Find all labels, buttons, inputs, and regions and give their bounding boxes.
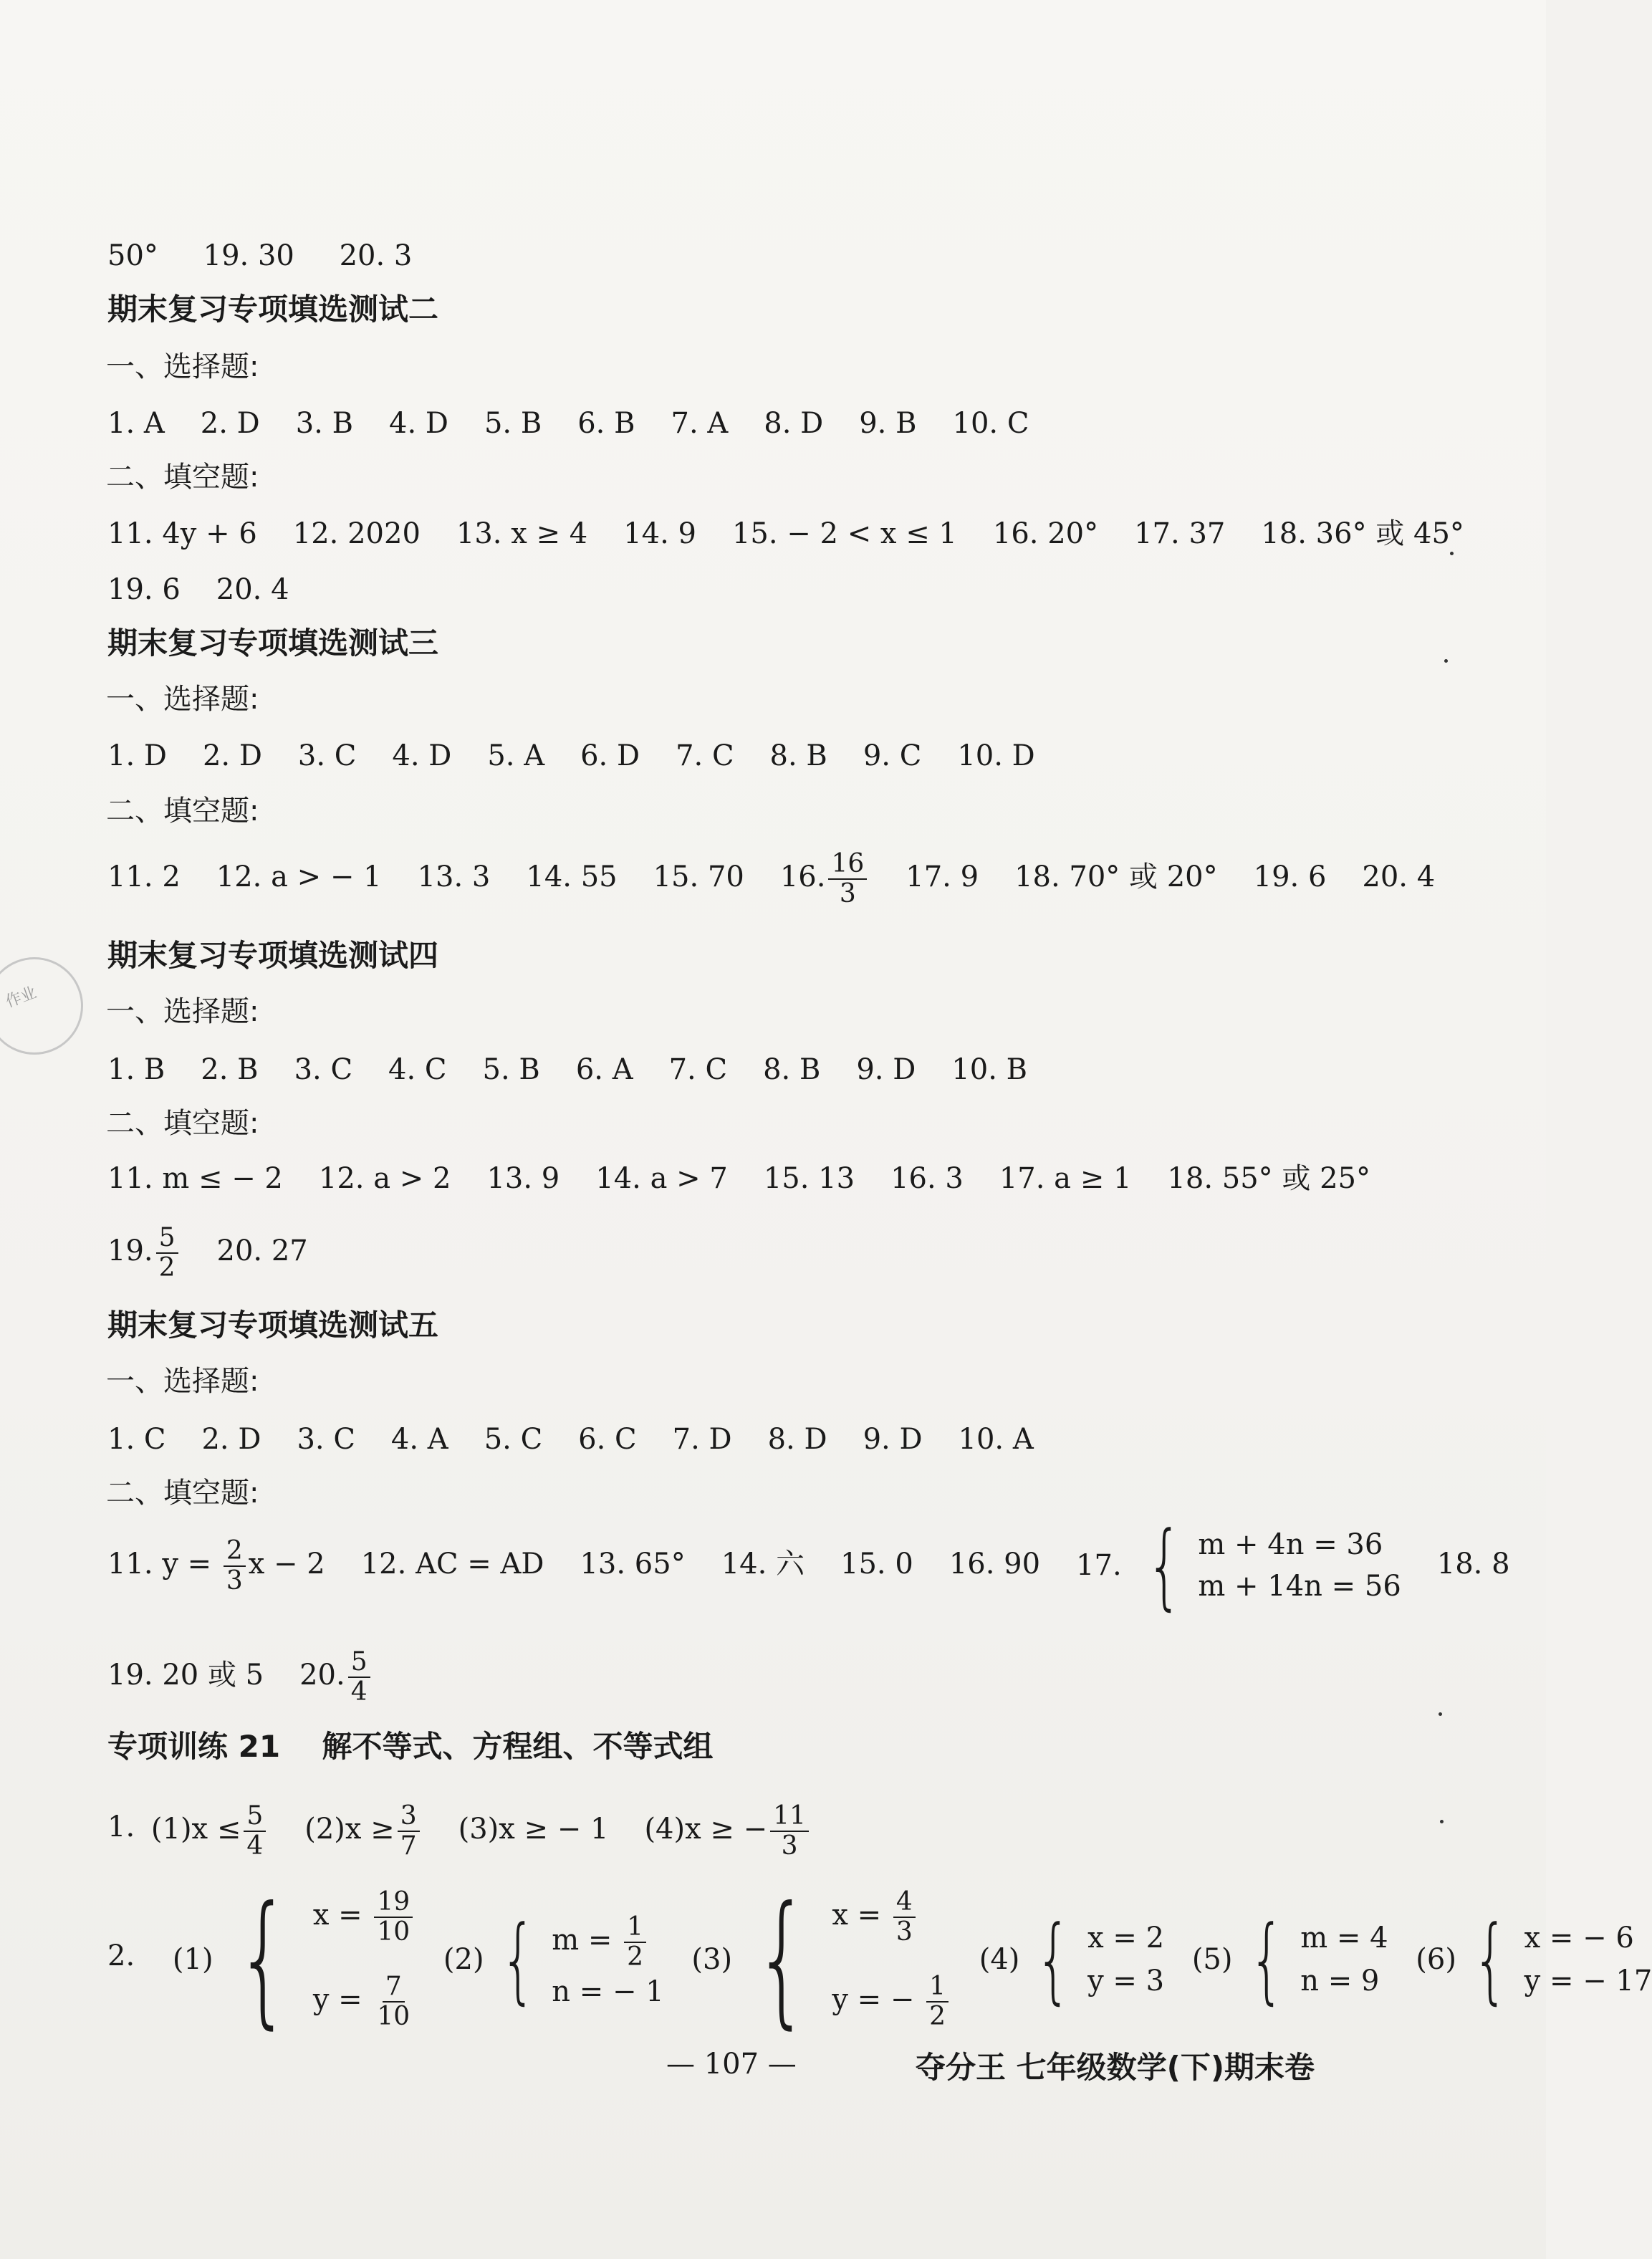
system-answer (1416, 1879, 1652, 2038)
denominator: 3 (895, 1917, 913, 1947)
answer-item: 10. C (952, 407, 1029, 440)
q1-answers-row (107, 1791, 847, 1865)
denominator: 2 (158, 1253, 176, 1282)
answer-item: 8. B (769, 739, 827, 772)
answer-item: 1. A (107, 407, 165, 440)
choice-heading: 一、选择题: (106, 1365, 259, 1398)
scan-speck (1440, 1820, 1444, 1823)
fraction (926, 1972, 949, 2031)
answer-item: 11. m ≤ − 2 (107, 1162, 283, 1195)
answer-item: 10. B (951, 1053, 1028, 1086)
equation-system (443, 1881, 664, 2038)
denominator: 3 (226, 1566, 243, 1596)
choice-heading: 一、选择题: (106, 350, 259, 383)
answer-item: 14. 9 (623, 517, 696, 550)
question-label: 20. (299, 1659, 345, 1692)
answer-item: 4. D (389, 407, 448, 440)
fill-answers-row (107, 843, 1471, 909)
brace: { (1035, 1904, 1072, 2014)
equation: m + 14n = 56 (1198, 1569, 1401, 1603)
expression: (4)x ≥ − (644, 1813, 768, 1846)
answer-item: (3)x ≥ − 1 (458, 1813, 609, 1846)
numerator: 3 (398, 1802, 420, 1832)
answer-item: 2. D (200, 407, 260, 440)
brace: { (500, 1904, 536, 2014)
equation (832, 1972, 951, 2031)
equation: y = − 17 (1524, 1964, 1652, 1997)
fraction (893, 1888, 916, 1947)
brace: { (754, 1875, 810, 2043)
equation (313, 1972, 416, 2031)
question-label: 19. (107, 1234, 153, 1267)
answer-item: 19. 6 (1253, 860, 1327, 893)
answer-item: 9. C (863, 739, 922, 772)
fraction (828, 850, 867, 908)
answer-item: 2. D (202, 739, 262, 772)
equation-system (691, 1875, 951, 2043)
answer-item: 12. a > 2 (318, 1162, 451, 1195)
page-number: — 107 — (666, 2048, 797, 2081)
answer-item (151, 1793, 269, 1865)
answer-item: 9. D (856, 1053, 916, 1086)
answer-item: 6. D (580, 739, 640, 772)
section-title-test3: 期末复习专项填选测试三 (107, 625, 439, 661)
numerator: 16 (828, 850, 867, 880)
choice-answers-row (107, 1417, 1070, 1459)
answer-item: 18. 36° 或 45° (1261, 517, 1464, 550)
answer-item: 12. AC = AD (360, 1548, 544, 1581)
expression: x = (312, 1898, 362, 1932)
denominator: 4 (246, 1831, 264, 1861)
choice-answers-row (107, 1047, 1063, 1090)
equation: y = 3 (1087, 1964, 1165, 1997)
equation: m = 4 (1300, 1921, 1388, 1955)
part-label: (1) (172, 1942, 213, 1976)
answer-item: 19. 20 或 5 (107, 1659, 264, 1692)
answer-item: 10. D (957, 739, 1035, 772)
fraction (770, 1802, 809, 1861)
answer-item: 13. x ≥ 4 (456, 517, 588, 550)
choice-answers-row (107, 401, 1065, 443)
answer-item: 6. C (578, 1423, 637, 1456)
section-title-training21: 专项训练 21 解不等式、方程组、不等式组 (107, 1729, 714, 1764)
question-label: 11. y = (107, 1548, 212, 1581)
denominator: 4 (350, 1677, 368, 1707)
answer-item: 13. 9 (486, 1162, 560, 1195)
equation-system (979, 1881, 1164, 2038)
answer-item: 14. a > 7 (595, 1162, 728, 1195)
brace: { (1472, 1904, 1509, 2014)
answer-item: 18. 8 (1436, 1548, 1510, 1581)
numerator: 5 (244, 1802, 266, 1832)
answer-item: 15. 70 (653, 860, 744, 893)
answer-item: 3. C (297, 739, 357, 772)
answer-item: 13. 3 (417, 860, 491, 893)
fill-answers-row (107, 1641, 409, 1707)
equation: x = − 6 (1524, 1921, 1634, 1955)
answer-item: 9. D (863, 1423, 923, 1456)
answer-item: 50° (107, 239, 158, 272)
answer-item (644, 1793, 812, 1865)
numerator: 5 (348, 1648, 370, 1678)
equation (552, 1913, 663, 1972)
system-answer (979, 1879, 1164, 2038)
fill-heading: 二、填空题: (106, 1107, 259, 1140)
part-label: (2) (443, 1942, 484, 1976)
scan-speck (1439, 1712, 1442, 1716)
fill-answers-row (107, 567, 325, 610)
fraction (624, 1913, 646, 1972)
answer-item: 19. 30 (203, 239, 294, 272)
answer-item: 8. B (763, 1053, 821, 1086)
numerator: 2 (224, 1537, 246, 1567)
system-answer (443, 1879, 664, 2038)
equation-system (1416, 1881, 1652, 2038)
answer-item: 6. B (577, 407, 635, 440)
part-label: (6) (1416, 1942, 1456, 1976)
system-answer (172, 1875, 416, 2043)
answer-item: 15. − 2 < x ≤ 1 (731, 517, 957, 550)
answer-item: 14. 55 (526, 860, 618, 893)
answer-item: 7. C (676, 739, 734, 772)
answer-item: 2. D (201, 1423, 261, 1456)
section-title-test5: 期末复习专项填选测试五 (107, 1308, 439, 1343)
expression-tail: x − 2 (248, 1548, 325, 1581)
numerator: 1 (926, 1972, 949, 2003)
answer-item: 1. D (107, 739, 167, 772)
expression: y = − (832, 1982, 915, 2016)
system-rows (1198, 1524, 1401, 1607)
question-label: 2. (107, 1939, 135, 1972)
expression: y = (312, 1982, 362, 2016)
brace: { (1146, 1510, 1182, 1620)
question-label: 1. (107, 1810, 135, 1843)
answer-item: 14. 六 (721, 1548, 805, 1581)
system-answer (691, 1875, 951, 2043)
answer-item (107, 1521, 325, 1607)
fraction (156, 1224, 178, 1282)
question-label: 17. (1076, 1548, 1122, 1582)
top-answer-line (107, 234, 448, 276)
question-label: 16. (779, 860, 826, 893)
scan-speck (1444, 659, 1448, 663)
numerator: 11 (770, 1802, 809, 1832)
system-rows (832, 1888, 951, 2031)
answer-item: 4. D (392, 739, 452, 772)
answer-item: 16. 90 (949, 1548, 1041, 1581)
answer-item (1076, 1510, 1401, 1620)
system-rows (1300, 1917, 1388, 2003)
choice-heading: 一、选择题: (106, 995, 259, 1028)
stamp-logo (0, 957, 83, 1055)
fill-heading: 二、填空题: (106, 461, 259, 494)
brace: { (1249, 1904, 1284, 2014)
fraction (244, 1802, 266, 1861)
numerator: 5 (156, 1224, 178, 1254)
fill-answers-row (107, 1217, 344, 1283)
fill-answers-row (107, 512, 1500, 554)
answer-item: 15. 0 (840, 1548, 913, 1581)
system-rows (313, 1888, 416, 2031)
answer-item: 17. a ≥ 1 (999, 1162, 1132, 1195)
fraction (224, 1537, 246, 1596)
brace: { (236, 1875, 291, 2043)
expression: x = (832, 1898, 882, 1932)
answer-item: 8. D (767, 1423, 827, 1456)
answer-item: 3. B (295, 407, 353, 440)
answer-item (780, 845, 870, 909)
numerator: 7 (383, 1972, 405, 2003)
answer-item: 6. A (575, 1053, 633, 1086)
fraction (348, 1648, 370, 1707)
section-title-test4: 期末复习专项填选测试四 (107, 938, 439, 973)
answer-item (107, 1219, 181, 1283)
answer-item: 13. 65° (580, 1548, 686, 1581)
answer-item: 5. B (482, 1053, 540, 1086)
part-label: (3) (691, 1942, 733, 1976)
system-rows (1524, 1917, 1652, 2003)
answer-item: 17. 37 (1134, 517, 1226, 550)
answer-item (304, 1793, 422, 1865)
answer-item (299, 1643, 373, 1707)
part-label: (4) (979, 1942, 1020, 1976)
answer-item: 5. C (484, 1423, 543, 1456)
equation-system (1192, 1881, 1388, 2038)
answer-item: 18. 70° 或 20° (1014, 860, 1218, 893)
answer-item: 2. B (201, 1053, 259, 1086)
numerator: 19 (374, 1888, 413, 1918)
system-answer (1192, 1879, 1388, 2038)
equation: m + 4n = 36 (1198, 1527, 1383, 1561)
answer-item: 15. 13 (763, 1162, 855, 1195)
equation: x = 2 (1087, 1921, 1165, 1955)
expression: (2)x ≥ (304, 1813, 395, 1846)
numerator: 4 (893, 1888, 916, 1918)
denominator: 10 (377, 1917, 410, 1947)
fraction (374, 1972, 413, 2031)
denominator: 3 (781, 1831, 798, 1861)
answer-item: 9. B (859, 407, 917, 440)
system-rows (552, 1913, 663, 2006)
answer-item: 16. 3 (890, 1162, 964, 1195)
fraction (374, 1888, 413, 1947)
answer-item: 18. 55° 或 25° (1167, 1162, 1370, 1195)
denominator: 2 (627, 1942, 644, 1972)
denominator: 3 (839, 879, 856, 908)
answer-item: 1. B (107, 1053, 165, 1086)
q2-answers-row (107, 1875, 1652, 2043)
answer-item: 7. C (668, 1053, 728, 1086)
answer-item: 20. 4 (216, 573, 289, 606)
answer-item: 4. A (390, 1423, 448, 1456)
answer-item: 1. C (107, 1423, 166, 1456)
answer-item: 3. C (294, 1053, 353, 1086)
choice-answers-row (107, 734, 1071, 776)
answer-item: 5. A (487, 739, 545, 772)
answer-item: 7. A (671, 407, 729, 440)
denominator: 2 (929, 2001, 946, 2031)
stamp-text: 作业 (3, 984, 39, 1012)
equation (313, 1888, 416, 1947)
answer-item: 16. 20° (992, 517, 1099, 550)
equation: n = − 1 (552, 1975, 664, 2008)
part-label: (5) (1191, 1942, 1233, 1976)
fill-answers-row (107, 1510, 1546, 1620)
fill-heading: 二、填空题: (106, 795, 259, 828)
fill-heading: 二、填空题: (106, 1477, 259, 1510)
answer-item: 11. 4y + 6 (107, 517, 257, 550)
equation (832, 1888, 951, 1947)
answer-item: 19. 6 (107, 573, 181, 606)
answer-item: 4. C (388, 1053, 447, 1086)
fill-answers-row (107, 1156, 1406, 1199)
expression: (1)x ≤ (150, 1813, 241, 1846)
answer-item: 20. 3 (339, 239, 413, 272)
section-title-test2: 期末复习专项填选测试二 (107, 292, 439, 327)
book-title: 夺分王 七年级数学(下)期末卷 (916, 2050, 1315, 2085)
answer-item: 12. a > − 1 (216, 860, 382, 893)
answer-item: 17. 9 (906, 860, 979, 893)
answer-item: 20. 27 (216, 1234, 308, 1267)
denominator: 10 (377, 2001, 410, 2031)
equation: n = 9 (1300, 1964, 1380, 1997)
expression: m = (552, 1923, 613, 1957)
answer-item: 12. 2020 (292, 517, 421, 550)
answer-item: 5. B (484, 407, 542, 440)
answer-item: 8. D (764, 407, 824, 440)
numerator: 1 (624, 1913, 646, 1943)
answer-item: 11. 2 (107, 860, 181, 893)
answer-item: 3. C (297, 1423, 355, 1456)
answer-item: 7. D (672, 1423, 732, 1456)
choice-heading: 一、选择题: (106, 683, 259, 716)
system-rows (1087, 1917, 1164, 2003)
answer-item: 10. A (958, 1423, 1034, 1456)
equation-system (1076, 1510, 1401, 1620)
equation-system (172, 1875, 416, 2043)
denominator: 7 (400, 1831, 417, 1861)
scan-speck (1450, 552, 1454, 555)
answer-item: 20. 4 (1362, 860, 1436, 893)
fraction (398, 1802, 420, 1861)
